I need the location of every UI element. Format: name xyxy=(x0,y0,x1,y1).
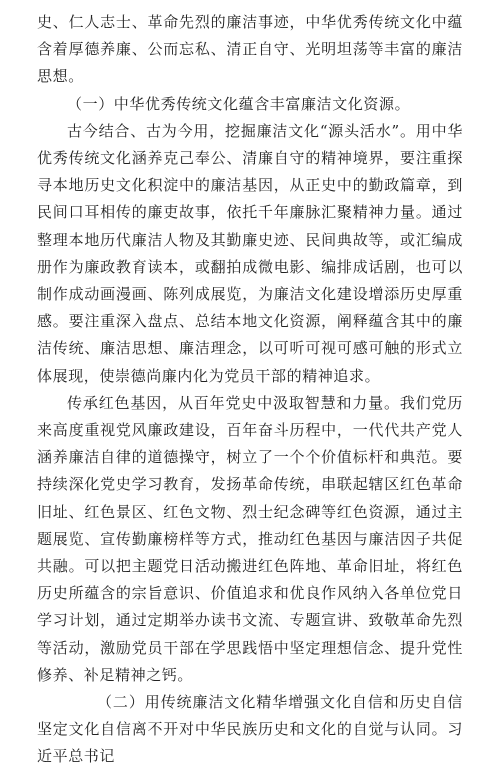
section-heading-2: （二）用传统廉洁文化精华增强文化自信和历史自信坚定文化自信离不开对中华民族历史和文化的自觉与认同。习近平总书记 xyxy=(37,693,463,766)
paragraph-continued: 史、仁人志士、革命先烈的廉洁事迹，中华优秀传统文化中蕴含着厚德养廉、公而忘私、清正自守、光明坦荡等丰富的廉洁思想。 xyxy=(37,13,463,86)
paragraph-red-gene: 传承红色基因，从百年党史中汲取智慧和力量。我们党历来高度重视党风廉政建设，百年奋斗历程中，一代代共产党人涵养廉洁自律的道德操守，树立了一个个价值标杆和典范。要持续深化党史学习教育，发扬革命传统，串联起辖区红色革命旧址、红色景区、红色文物、烈士纪念碑等红色资源，通过主题展览、宣传勤廉榜样等方式，推动红色基因与廉洁因子共促共融。可以把主题党日活动搬进红色阵地、革命旧址，将红色历史所蕴含的宗旨意识、价值追求和优良作风纳入各单位党日学习计划，通过定期举办读书文流、专题宣讲、致敬革命先烈等活动，激励党员干部在学思践悟中坚定理想信念、提升党性修养、补足精神之钙。 xyxy=(37,393,463,684)
section-heading-1: （一）中华优秀传统文化蕴含丰富廉洁文化资源。 xyxy=(67,94,411,113)
paragraph-heritage: 古今结合、古为今用，挖掘廉洁文化“源头活水”。用中华优秀传统文化涵养克己奉公、清廉自守的精神境界，要注重探寻本地历史文化积淀中的廉洁基因，从正史中的勤政篇章，到民间口耳相传的廉吏故事，依托千年廉脉汇聚精神力量。通过整理本地历代廉洁人物及其勤廉史迹、民间典故等，或汇编成册作为廉政教育读本，或翻拍成微电影、编排成话剧，也可以制作成动画漫画、陈列成展览，为廉洁文化建设增添历史厚重感。要注重深入盘点、总结本地文化资源，阐释蕴含其中的廉洁传统、廉洁思想、廉洁理念，以可听可视可感可触的形式立体展现，使崇德尚廉内化为党员干部的精神追求。 xyxy=(37,121,463,385)
